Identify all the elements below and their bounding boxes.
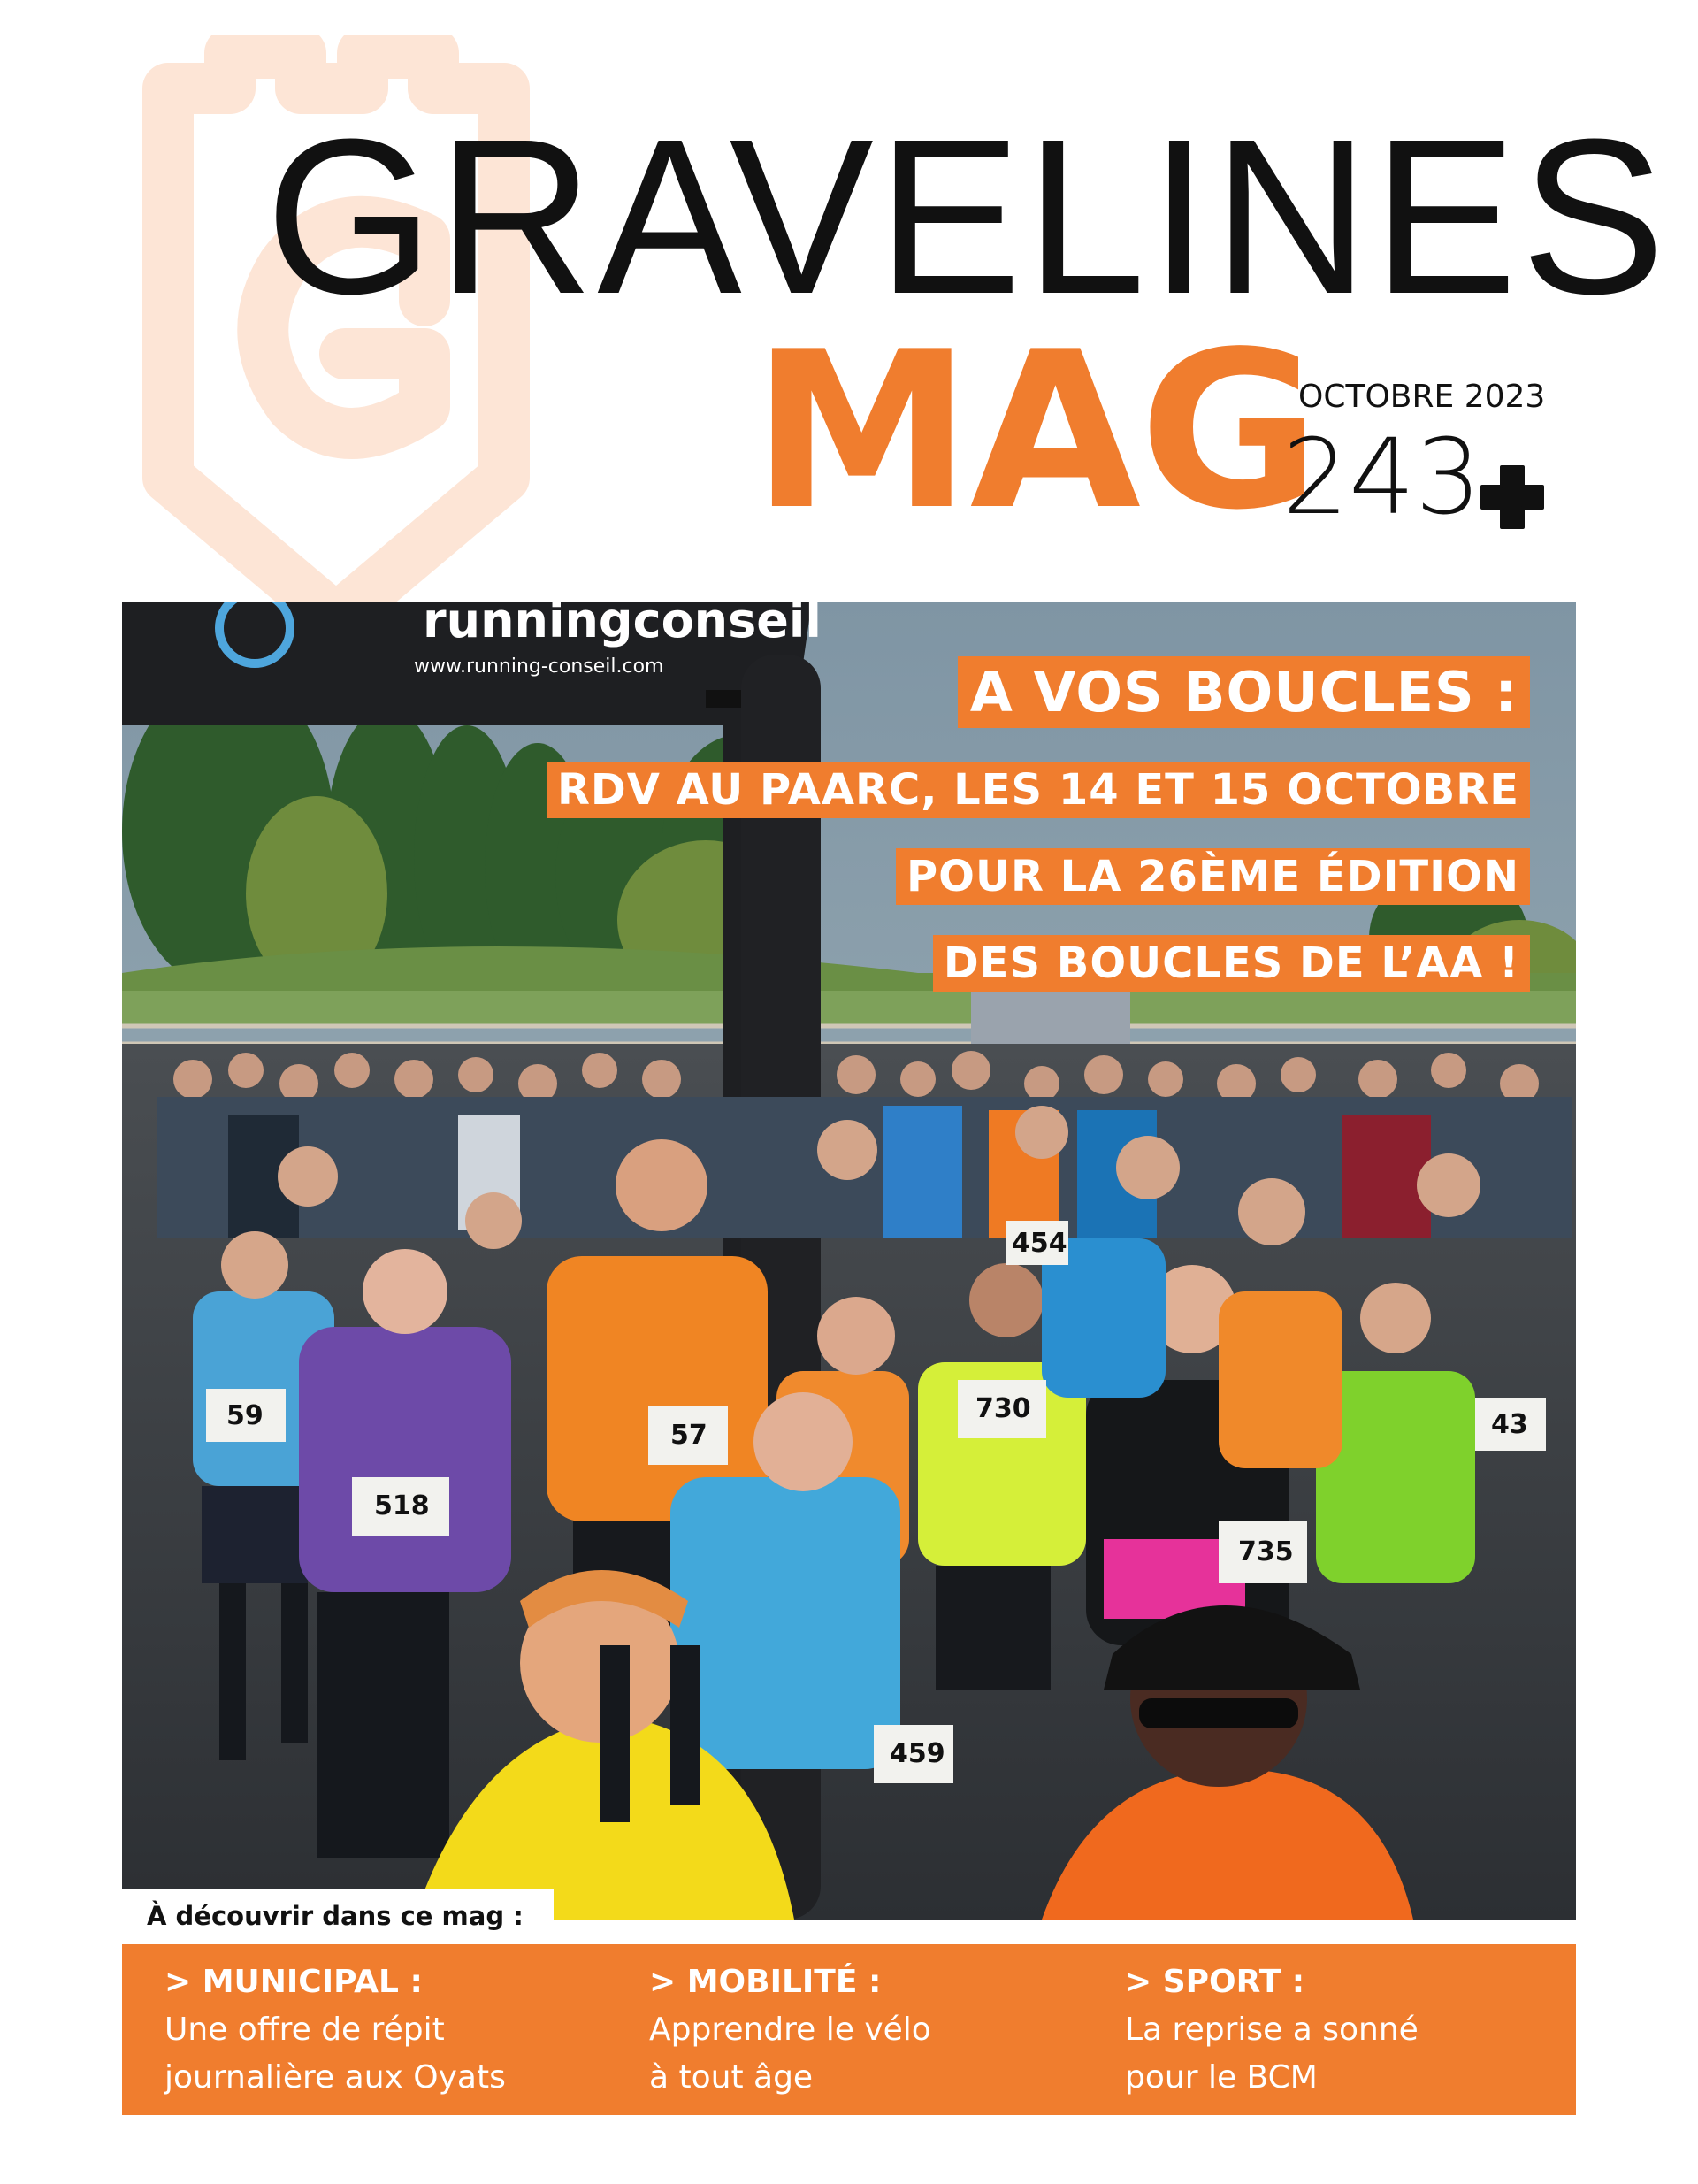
- contents-category: > MUNICIPAL :: [164, 1964, 423, 2000]
- race-bib: 735: [1238, 1536, 1294, 1567]
- magazine-title: GRAVELINES: [265, 93, 1669, 340]
- issue-number: 243: [1282, 416, 1482, 538]
- race-bib: 43: [1491, 1409, 1528, 1440]
- race-bib: 454: [1012, 1228, 1067, 1259]
- contents-line: Une offre de répit: [164, 2012, 445, 2048]
- race-bib: 459: [890, 1738, 945, 1769]
- arch-url: www.running-conseil.com: [414, 655, 664, 678]
- contents-bar: [122, 1944, 1576, 2115]
- contents-category: > SPORT :: [1125, 1964, 1305, 2000]
- headline-line-3: POUR LA 26ÈME ÉDITION: [896, 848, 1530, 905]
- contents-line: Apprendre le vélo: [649, 2012, 931, 2048]
- race-bib: 730: [975, 1393, 1031, 1424]
- headline-line-2: RDV AU PAARC, LES 14 ET 15 OCTOBRE: [547, 762, 1530, 818]
- race-bib: 57: [670, 1420, 708, 1451]
- plus-icon: [1479, 464, 1546, 531]
- contents-line: journalière aux Oyats: [164, 2059, 506, 2096]
- cover-headline: [547, 656, 1530, 992]
- discover-label: À découvrir dans ce mag :: [122, 1889, 554, 1943]
- contents-line: à tout âge: [649, 2059, 814, 2096]
- contents-line: La reprise a sonné: [1125, 2012, 1419, 2048]
- race-bib: 518: [374, 1490, 430, 1521]
- contents-item-mobilite[interactable]: [649, 1958, 931, 2102]
- race-bib: 59: [226, 1400, 264, 1431]
- issue-date: OCTOBRE 2023: [1298, 379, 1546, 415]
- contents-category: > MOBILITÉ :: [649, 1964, 882, 2000]
- contents-item-municipal[interactable]: [164, 1958, 506, 2102]
- magazine-subtitle: MAG: [752, 305, 1319, 557]
- headline-line-1: A VOS BOUCLES :: [958, 656, 1530, 728]
- contents-line: pour le BCM: [1125, 2059, 1318, 2096]
- contents-item-sport[interactable]: [1125, 1958, 1419, 2102]
- headline-line-4: DES BOUCLES DE L’AA !: [933, 935, 1530, 992]
- arch-brand: runningconseil: [423, 602, 822, 648]
